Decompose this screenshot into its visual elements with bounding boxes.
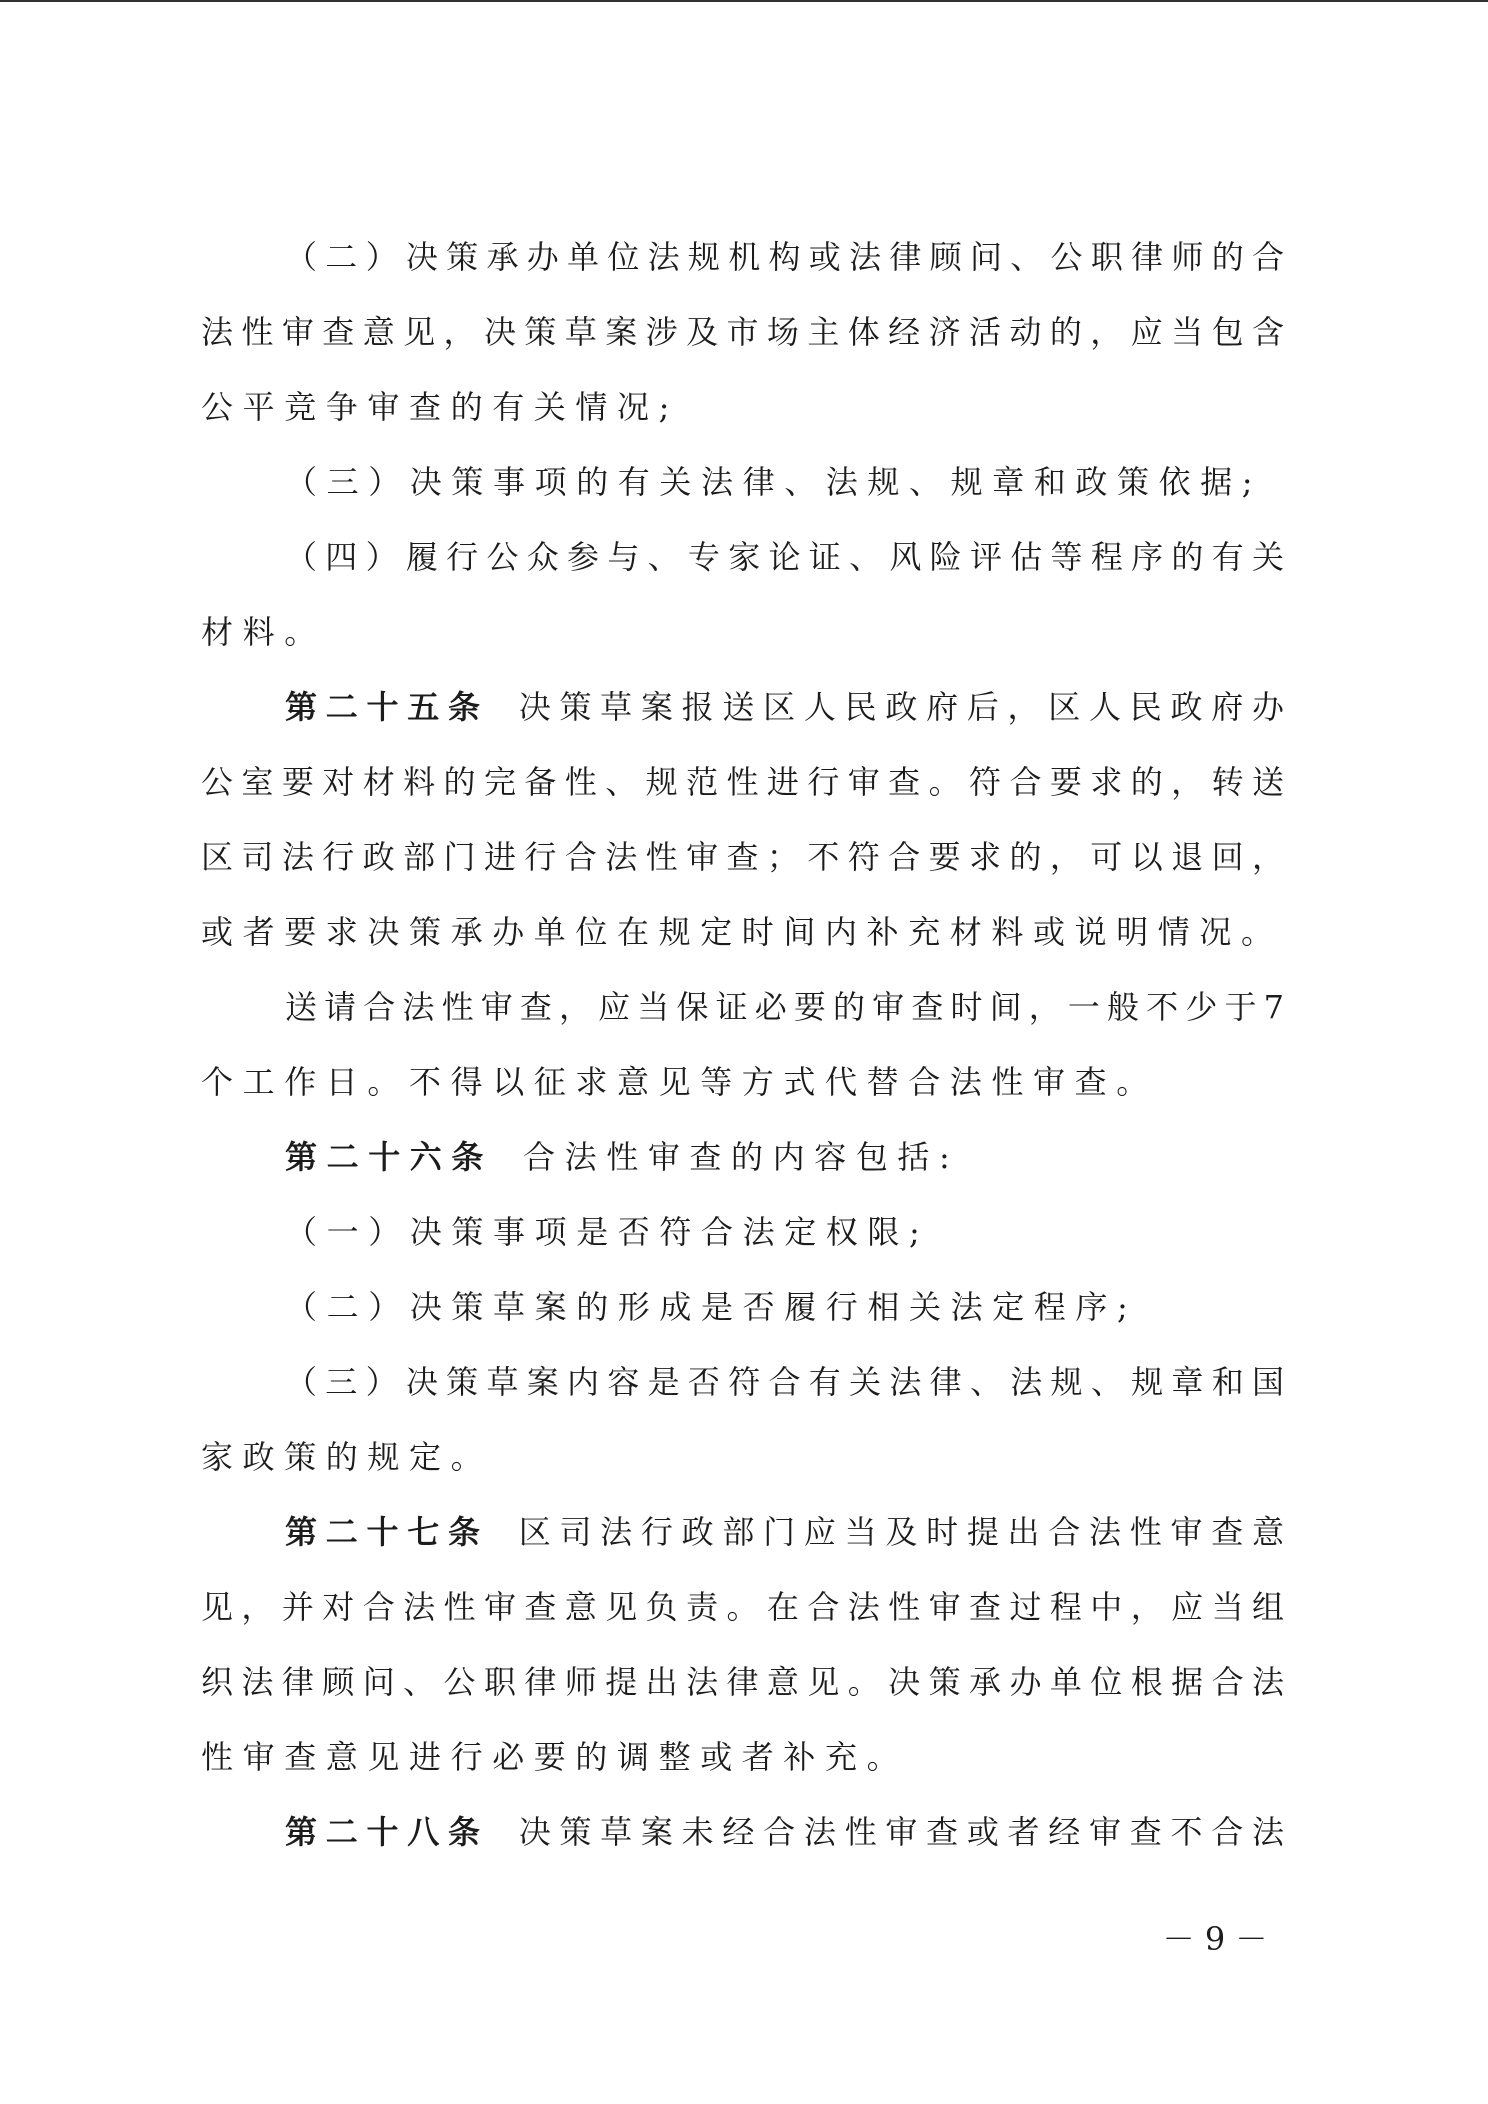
text-line: 法性审查意见，决策草案涉及市场主体经济活动的，应当包含 [201, 313, 1288, 351]
article-paragraph [201, 1795, 1288, 1870]
text-line [201, 1495, 1288, 1570]
text-line: 公平竞争审查的有关情况; [201, 388, 679, 426]
text-line: 或者要求决策承办单位在规定时间内补充材料或说明情况。 [201, 913, 1283, 951]
article-paragraph [201, 1495, 1288, 1795]
text-line: 公室要对材料的完备性、规范性进行审查。符合要求的，转送 [201, 763, 1288, 801]
paragraph [201, 1270, 1288, 1345]
text-line: （二）决策草案的形成是否履行相关法定程序; [285, 1288, 1138, 1326]
article-heading: 第二十七条 [285, 1513, 489, 1551]
article-text: 决策草案报送区人民政府后，区人民政府办 [518, 688, 1288, 726]
text-line: 性审查意见进行必要的调整或者补充。 [201, 1738, 909, 1776]
text-line: 送请合法性审查，应当保证必要的审查时间，一般不少于7 [285, 988, 1288, 1026]
paragraph [201, 220, 1288, 445]
text-line: （一）决策事项是否符合法定权限; [285, 1213, 930, 1251]
text-line: 区司法行政部门进行合法性审查；不符合要求的，可以退回， [201, 838, 1288, 876]
text-line [201, 1120, 1288, 1195]
text-line [201, 670, 1288, 745]
article-paragraph [201, 1120, 1288, 1195]
article-text: 决策草案未经合法性审查或者经审查不合法 [518, 1813, 1288, 1851]
document-body [201, 220, 1288, 1870]
text-line: （四）履行公众参与、专家论证、风险评估等程序的有关 [285, 538, 1288, 576]
page-border-top [0, 0, 1488, 2]
text-line: 家政策的规定。 [201, 1438, 493, 1476]
article-text: 区司法行政部门应当及时提出合法性审查意 [518, 1513, 1288, 1551]
paragraph [201, 1195, 1288, 1270]
paragraph [201, 970, 1288, 1120]
text-line: （三）决策事项的有关法律、法规、规章和政策依据; [285, 463, 1263, 501]
paragraph [201, 445, 1288, 520]
text-line: 材料。 [201, 613, 326, 651]
text-line: （二）决策承办单位法规机构或法律顾问、公职律师的合 [285, 238, 1288, 276]
article-heading: 第二十八条 [285, 1813, 489, 1851]
article-text: 合法性审查的内容包括: [523, 1138, 960, 1176]
page-number: － 9 － [1162, 1920, 1268, 1958]
text-line: 个工作日。不得以征求意见等方式代替合法性审查。 [201, 1063, 1158, 1101]
paragraph [201, 1345, 1288, 1495]
article-heading: 第二十六条 [285, 1138, 494, 1176]
paragraph [201, 520, 1288, 670]
article-paragraph [201, 670, 1288, 970]
text-line: 织法律顾问、公职律师提出法律意见。决策承办单位根据合法 [201, 1663, 1288, 1701]
text-line: （三）决策草案内容是否符合有关法律、法规、规章和国 [285, 1363, 1288, 1401]
text-line [201, 1795, 1288, 1870]
article-heading: 第二十五条 [285, 688, 489, 726]
text-line: 见，并对合法性审查意见负责。在合法性审查过程中，应当组 [201, 1588, 1288, 1626]
